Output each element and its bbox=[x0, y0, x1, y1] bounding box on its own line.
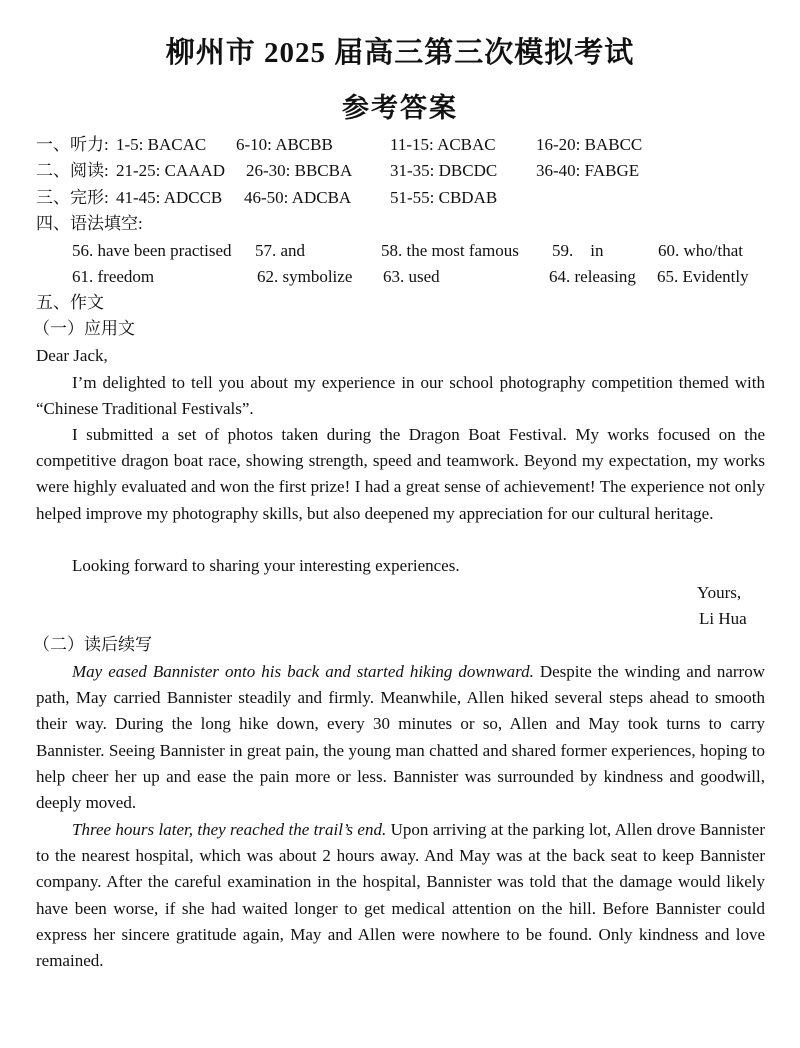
subsection-label: （一）应用文 bbox=[33, 319, 135, 338]
grammar-answer: 58. the most famous bbox=[381, 241, 519, 260]
letter-signature: Li Hua bbox=[699, 609, 747, 628]
grammar-answers-row-1 bbox=[72, 240, 772, 262]
answer-group: 31-35: DBCDC bbox=[390, 161, 498, 180]
page-title: 柳州市 2025 届高三第三次模拟考试 bbox=[165, 37, 635, 69]
letter-closing: Yours, bbox=[697, 583, 742, 602]
answer-group: 36-40: FABGE bbox=[536, 161, 640, 180]
writing-heading bbox=[36, 292, 776, 314]
subsection-label: （二）读后续写 bbox=[33, 635, 152, 654]
letter-paragraph: Looking forward to sharing your interesting experiences. bbox=[72, 556, 460, 575]
section-label: 三、完形: bbox=[36, 188, 109, 207]
reading-answers bbox=[36, 160, 776, 182]
answer-group: 51-55: CBDAB bbox=[390, 188, 498, 207]
grammar-answers-row-2 bbox=[72, 266, 772, 288]
answer-group: 46-50: ADCBA bbox=[244, 188, 352, 207]
grammar-answer: 59. in bbox=[552, 241, 604, 260]
grammar-heading bbox=[36, 213, 776, 235]
section-label: 四、语法填空: bbox=[36, 214, 143, 233]
given-opening-sentence: Three hours later, they reached the trail’s end. bbox=[72, 820, 387, 839]
writing-part2-heading bbox=[33, 634, 773, 656]
letter-paragraph: I submitted a set of photos taken during the Dragon Boat Festival. My works focused on the competitive dragon boat race, showing strength, speed and teamwork. Beyond my expectation, my works were highly evaluated and won the first prize! I had a great sense of achievement! The experience not only helped improve my photography skills, but also deepened my appreciation for our cultural heritage. bbox=[36, 425, 765, 523]
grammar-answer: 57. and bbox=[255, 241, 306, 260]
answer-group: 11-15: ACBAC bbox=[390, 135, 496, 154]
grammar-answer: 64. releasing bbox=[549, 267, 636, 286]
grammar-answer: 63. used bbox=[383, 267, 440, 286]
section-label: 二、阅读: bbox=[36, 161, 109, 180]
grammar-answer: 61. freedom bbox=[72, 267, 155, 286]
answer-group: 16-20: BABCC bbox=[536, 135, 643, 154]
grammar-answer: 65. Evidently bbox=[657, 267, 749, 286]
given-opening-sentence: May eased Bannister onto his back and started hiking downward. bbox=[72, 662, 534, 681]
answer-group: 26-30: BBCBA bbox=[246, 161, 353, 180]
continuation-paragraph bbox=[36, 817, 765, 974]
paragraph-body: Despite the winding and narrow path, May carried Bannister steadily and firmly. Meanwhile, Allen hiked several steps ahead to smooth their way. During the long hike down, every 30 minutes or so, Allen and May took turns to carry Bannister. Seeing Bannister in great pain, the young man chatted and shared former experiences, hoping to help cheer her up and ease the pain more or less. Bannister was surrounded by kindness and goodwill, deeply moved. bbox=[36, 662, 765, 813]
answer-group: 21-25: CAAAD bbox=[116, 161, 226, 180]
paragraph-body: Upon arriving at the parking lot, Allen drove Bannister to the nearest hospital, which was about 2 hours away. And May was at the back seat to keep Bannister company. After the careful examination in the hospital, Bannister was told that the damage would likely have been worse, if she had waited longer to get medical attention on the hill. Before Bannister could express her sincere gratitude again, May and Allen were nowhere to be found. Only kindness and love remained. bbox=[36, 820, 765, 971]
section-label: 五、作文 bbox=[36, 293, 104, 312]
letter-greeting bbox=[36, 345, 776, 367]
section-label: 一、听力: bbox=[36, 135, 109, 154]
listening-answers bbox=[36, 134, 776, 156]
grammar-answer: 60. who/that bbox=[658, 241, 743, 260]
cloze-answers bbox=[36, 187, 776, 209]
answer-group: 6-10: ABCBB bbox=[236, 135, 333, 154]
writing-part1-heading bbox=[33, 318, 773, 340]
greeting: Dear Jack, bbox=[36, 346, 108, 365]
page-subtitle: 参考答案 bbox=[342, 93, 458, 123]
grammar-answer: 56. have been practised bbox=[72, 241, 232, 260]
continuation-paragraph bbox=[36, 659, 765, 816]
grammar-answer: 62. symbolize bbox=[257, 267, 353, 286]
answer-group: 1-5: BACAC bbox=[116, 135, 207, 154]
letter-paragraph: I’m delighted to tell you about my experience in our school photography competition themed with “Chinese Traditional Festivals”. bbox=[36, 373, 765, 419]
answer-group: 41-45: ADCCB bbox=[116, 188, 223, 207]
